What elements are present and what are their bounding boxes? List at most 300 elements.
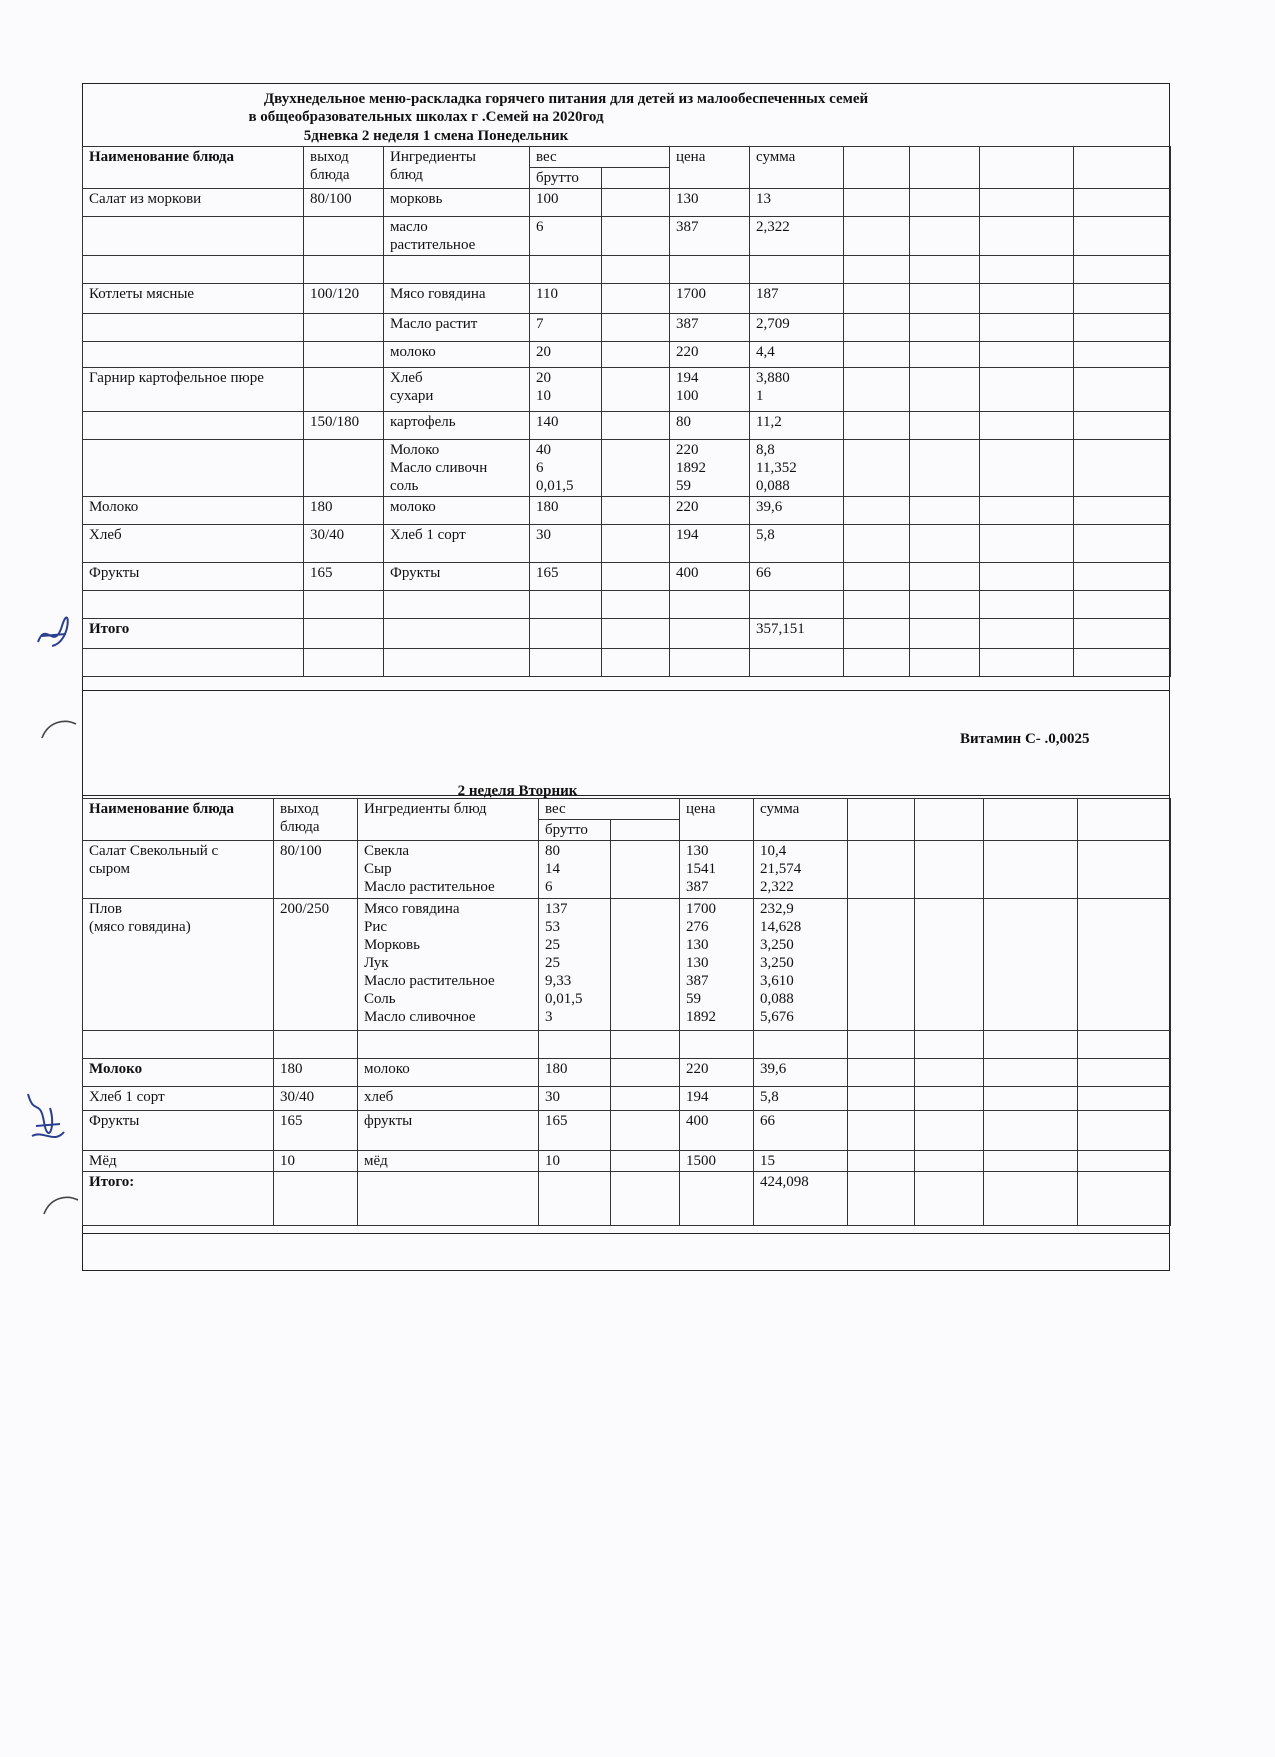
table-cell: 110	[530, 284, 602, 314]
table-cell	[602, 563, 670, 591]
table-cell	[910, 440, 980, 497]
table-cell	[1074, 189, 1171, 217]
table-cell	[1074, 284, 1171, 314]
table-cell	[602, 412, 670, 440]
table-cell	[915, 899, 984, 1031]
table-cell	[848, 1111, 915, 1151]
table-cell	[844, 440, 910, 497]
table-row	[83, 649, 1171, 677]
table-cell: 80/100	[304, 189, 384, 217]
table-cell: Салат из моркови	[83, 189, 304, 217]
table-cell	[1074, 619, 1171, 649]
table-cell: Фрукты	[384, 563, 530, 591]
table-cell: молоко	[384, 342, 530, 368]
table-cell	[910, 189, 980, 217]
table-cell: Салат Свекольный с сыром	[83, 841, 274, 899]
table-cell: морковь	[384, 189, 530, 217]
table-cell	[980, 497, 1074, 525]
table-cell: 5,8	[750, 525, 844, 563]
table-cell: 220 1892 59	[670, 440, 750, 497]
table-cell	[304, 342, 384, 368]
table-cell	[611, 1111, 680, 1151]
table-cell	[83, 1031, 274, 1059]
table-cell	[910, 591, 980, 619]
table-row	[83, 217, 1171, 256]
table-cell: 232,9 14,628 3,250 3,250 3,610 0,088 5,676	[754, 899, 848, 1031]
table-cell	[750, 256, 844, 284]
table-cell	[602, 649, 670, 677]
table-cell	[1074, 525, 1171, 563]
table-row	[83, 342, 1171, 368]
table-cell	[984, 1059, 1078, 1087]
table-cell	[1074, 649, 1171, 677]
table-cell	[844, 497, 910, 525]
table-cell: 165	[304, 563, 384, 591]
table-cell	[848, 1151, 915, 1172]
table-cell	[848, 1172, 915, 1226]
table-row	[83, 1111, 1171, 1151]
table-cell	[304, 368, 384, 412]
column-header: сумма	[750, 147, 844, 189]
table-cell	[1074, 497, 1171, 525]
table-cell	[984, 1172, 1078, 1226]
table-cell	[915, 1087, 984, 1111]
table-cell: 180	[539, 1059, 611, 1087]
table-cell	[530, 591, 602, 619]
table-cell	[980, 314, 1074, 342]
table-cell: 80	[670, 412, 750, 440]
table-cell: 180	[274, 1059, 358, 1087]
column-header	[848, 799, 915, 841]
table-cell	[980, 649, 1074, 677]
table-cell	[304, 256, 384, 284]
table-cell	[670, 256, 750, 284]
table-cell	[915, 1031, 984, 1059]
table-cell	[304, 591, 384, 619]
table-cell	[844, 591, 910, 619]
table-cell	[984, 1151, 1078, 1172]
table-cell	[304, 440, 384, 497]
table-cell: 15	[754, 1151, 848, 1172]
table-cell: Котлеты мясные	[83, 284, 304, 314]
table-cell: 66	[750, 563, 844, 591]
table-cell	[602, 314, 670, 342]
table-cell	[1074, 256, 1171, 284]
table-cell	[910, 525, 980, 563]
table-cell	[1074, 368, 1171, 412]
table-cell	[680, 1031, 754, 1059]
column-header	[984, 799, 1078, 841]
table-cell: 40 6 0,01,5	[530, 440, 602, 497]
table-cell	[1074, 563, 1171, 591]
table-cell	[83, 256, 304, 284]
table-cell	[915, 1151, 984, 1172]
table-cell	[980, 189, 1074, 217]
table-cell: Хлеб 1 сорт	[83, 1087, 274, 1111]
table-cell	[1074, 217, 1171, 256]
table-cell: 30/40	[304, 525, 384, 563]
column-header: цена	[670, 147, 750, 189]
column-header: вес	[530, 147, 670, 168]
table-cell: Молоко Масло сливочн соль	[384, 440, 530, 497]
table-cell: 137 53 25 25 9,33 0,01,5 3	[539, 899, 611, 1031]
table-cell	[602, 497, 670, 525]
table-cell: 220	[670, 497, 750, 525]
table-cell	[304, 314, 384, 342]
table-cell	[980, 563, 1074, 591]
column-subheader: брутто	[539, 820, 611, 841]
table-cell	[304, 649, 384, 677]
table-cell	[844, 314, 910, 342]
table-cell	[980, 217, 1074, 256]
table-cell	[384, 619, 530, 649]
table-cell	[358, 1172, 539, 1226]
table-cell	[844, 563, 910, 591]
table-cell	[1078, 1111, 1171, 1151]
table-cell	[844, 649, 910, 677]
table-cell	[670, 649, 750, 677]
table-cell	[611, 1151, 680, 1172]
table-cell	[274, 1031, 358, 1059]
column-header	[1074, 147, 1171, 189]
vitamin-note: Витамин С- .0,0025	[960, 731, 1090, 747]
table-cell: молоко	[358, 1059, 539, 1087]
table-cell	[83, 217, 304, 256]
table-cell: 80 14 6	[539, 841, 611, 899]
table-cell: 80/100	[274, 841, 358, 899]
table-cell	[602, 342, 670, 368]
column-header	[980, 147, 1074, 189]
table-cell: 39,6	[754, 1059, 848, 1087]
table-cell	[984, 1111, 1078, 1151]
table-cell: 66	[754, 1111, 848, 1151]
table-cell	[602, 284, 670, 314]
table-cell	[539, 1172, 611, 1226]
table-cell	[844, 368, 910, 412]
table-cell: 30	[530, 525, 602, 563]
table-cell	[910, 314, 980, 342]
column-header: выход блюда	[304, 147, 384, 189]
table-cell	[844, 189, 910, 217]
table-cell	[984, 899, 1078, 1031]
table-row	[83, 899, 1171, 1031]
column-header: выход блюда	[274, 799, 358, 841]
table-cell	[844, 342, 910, 368]
table-cell	[980, 591, 1074, 619]
table-cell	[611, 1172, 680, 1226]
table-cell	[304, 217, 384, 256]
table-cell	[602, 591, 670, 619]
table-cell	[910, 619, 980, 649]
table-cell: 150/180	[304, 412, 384, 440]
table-cell: 8,8 11,352 0,088	[750, 440, 844, 497]
table-cell	[980, 619, 1074, 649]
column-header: цена	[680, 799, 754, 841]
table-cell	[910, 412, 980, 440]
table-cell: 1700 276 130 130 387 59 1892	[680, 899, 754, 1031]
table-cell	[980, 342, 1074, 368]
column-subheader-empty	[611, 820, 680, 841]
table-cell: Мясо говядина Рис Морковь Лук Масло растительное Соль Масло сливочное	[358, 899, 539, 1031]
table-cell: 200/250	[274, 899, 358, 1031]
table-cell: 30/40	[274, 1087, 358, 1111]
table-cell	[680, 1172, 754, 1226]
table-cell: Хлеб сухари	[384, 368, 530, 412]
table-cell	[1078, 899, 1171, 1031]
bottom-band	[82, 1233, 1170, 1271]
table-cell: масло растительное	[384, 217, 530, 256]
table-cell: 180	[530, 497, 602, 525]
table-cell	[384, 591, 530, 619]
table-cell	[910, 563, 980, 591]
table-cell: 39,6	[750, 497, 844, 525]
table-cell	[304, 619, 384, 649]
pen-scribble-1	[32, 612, 76, 656]
column-subheader-empty	[602, 168, 670, 189]
table-cell: 194 100	[670, 368, 750, 412]
table-cell: 220	[680, 1059, 754, 1087]
table-cell: картофель	[384, 412, 530, 440]
table-cell: Мёд	[83, 1151, 274, 1172]
table-cell	[1078, 1031, 1171, 1059]
table-cell	[1078, 1087, 1171, 1111]
table-cell	[611, 841, 680, 899]
table-cell	[384, 649, 530, 677]
table-cell: 140	[530, 412, 602, 440]
column-header: Ингредиенты блюд	[384, 147, 530, 189]
table-cell	[984, 841, 1078, 899]
table-row	[83, 440, 1171, 497]
day2-header: 2 неделя Вторник	[457, 783, 578, 799]
table-cell: 13	[750, 189, 844, 217]
table-cell: Хлеб 1 сорт	[384, 525, 530, 563]
table-cell	[1078, 1059, 1171, 1087]
table-cell: 100	[530, 189, 602, 217]
table-cell: 220	[670, 342, 750, 368]
table-cell: 10	[274, 1151, 358, 1172]
table-cell: 180	[304, 497, 384, 525]
table-cell	[980, 284, 1074, 314]
table-cell	[1074, 440, 1171, 497]
table-cell: 387	[670, 217, 750, 256]
table-cell	[980, 412, 1074, 440]
table-cell	[602, 619, 670, 649]
table-cell: 194	[670, 525, 750, 563]
header-row	[83, 147, 1171, 168]
table-cell	[844, 525, 910, 563]
table-row	[83, 284, 1171, 314]
table-cell: 20	[530, 342, 602, 368]
table-cell	[848, 1031, 915, 1059]
table-row	[83, 1151, 1171, 1172]
table-cell	[980, 256, 1074, 284]
table-cell	[611, 1031, 680, 1059]
table-cell: 165	[539, 1111, 611, 1151]
table-row	[83, 368, 1171, 412]
table-row	[83, 619, 1171, 649]
table-cell	[602, 368, 670, 412]
table-row	[83, 591, 1171, 619]
table-cell: 10	[539, 1151, 611, 1172]
table-cell: 2,322	[750, 217, 844, 256]
table-cell	[984, 1087, 1078, 1111]
table-cell	[844, 284, 910, 314]
table-cell	[1074, 314, 1171, 342]
header-subtitle: в общеобразовательных школах г .Семей на 2020год	[248, 109, 604, 125]
table-cell	[910, 649, 980, 677]
table-cell	[670, 591, 750, 619]
table-cell	[750, 649, 844, 677]
table-cell	[611, 1059, 680, 1087]
table-cell	[1074, 342, 1171, 368]
table-cell	[844, 619, 910, 649]
table-cell	[384, 256, 530, 284]
menu-table-monday	[82, 146, 1171, 677]
table-cell	[915, 1111, 984, 1151]
table-cell: Мясо говядина	[384, 284, 530, 314]
table-cell: 10,4 21,574 2,322	[754, 841, 848, 899]
table-cell	[844, 256, 910, 284]
table-row	[83, 256, 1171, 284]
table-cell: 400	[680, 1111, 754, 1151]
table-row	[83, 1059, 1171, 1087]
column-header	[915, 799, 984, 841]
table-cell: 11,2	[750, 412, 844, 440]
table-row	[83, 497, 1171, 525]
table-cell	[83, 314, 304, 342]
header-day: 5дневка 2 неделя 1 смена Понедельник	[303, 128, 569, 144]
column-header: сумма	[754, 799, 848, 841]
table-row	[83, 314, 1171, 342]
table-cell: 387	[670, 314, 750, 342]
table-cell: 7	[530, 314, 602, 342]
table-cell: 20 10	[530, 368, 602, 412]
menu-header	[82, 91, 1170, 151]
table-cell	[910, 497, 980, 525]
table-cell	[1078, 841, 1171, 899]
table-cell: 400	[670, 563, 750, 591]
table-cell	[358, 1031, 539, 1059]
table-cell: 130	[670, 189, 750, 217]
table-cell: Молоко	[83, 497, 304, 525]
table-cell: хлеб	[358, 1087, 539, 1111]
column-header: Наименование блюда	[83, 147, 304, 189]
table-cell: молоко	[384, 497, 530, 525]
table-cell	[750, 591, 844, 619]
table-cell	[670, 619, 750, 649]
column-header: Наименование блюда	[83, 799, 274, 841]
table-cell	[980, 525, 1074, 563]
table-cell	[910, 342, 980, 368]
table-cell: 130 1541 387	[680, 841, 754, 899]
column-header	[910, 147, 980, 189]
table-row	[83, 1087, 1171, 1111]
header-row	[83, 799, 1171, 820]
table-cell	[910, 284, 980, 314]
table-cell	[848, 841, 915, 899]
table-cell: Свекла Сыр Масло растительное	[358, 841, 539, 899]
table-cell	[1074, 591, 1171, 619]
table-cell: Гарнир картофельное пюре	[83, 368, 304, 412]
column-header	[844, 147, 910, 189]
table-cell	[83, 649, 304, 677]
table-cell	[602, 440, 670, 497]
table-cell	[602, 217, 670, 256]
header-title: Двухнедельное меню-раскладка горячего питания для детей из малообеспеченных семей	[263, 91, 869, 107]
table-cell	[984, 1031, 1078, 1059]
table-cell: 187	[750, 284, 844, 314]
pen-scribble-2	[20, 1086, 70, 1152]
table-cell	[844, 217, 910, 256]
table-cell: 424,098	[754, 1172, 848, 1226]
table-cell	[1074, 412, 1171, 440]
column-header	[1078, 799, 1171, 841]
table-row	[83, 525, 1171, 563]
table-cell	[602, 525, 670, 563]
table-row	[83, 1172, 1171, 1226]
table-cell: 357,151	[750, 619, 844, 649]
table-row	[83, 563, 1171, 591]
table-cell	[611, 899, 680, 1031]
table-cell: Молоко	[83, 1059, 274, 1087]
table-cell	[1078, 1172, 1171, 1226]
table-row	[83, 412, 1171, 440]
table-cell	[602, 189, 670, 217]
table-cell: 4,4	[750, 342, 844, 368]
table-row	[83, 841, 1171, 899]
table-cell	[980, 440, 1074, 497]
table-cell	[539, 1031, 611, 1059]
table-cell: Хлеб	[83, 525, 304, 563]
column-header: вес	[539, 799, 680, 820]
table-cell	[83, 440, 304, 497]
table-cell	[754, 1031, 848, 1059]
table-cell	[530, 619, 602, 649]
table-cell: 100/120	[304, 284, 384, 314]
table-cell: 1500	[680, 1151, 754, 1172]
table-cell	[602, 256, 670, 284]
table-cell	[530, 256, 602, 284]
table-cell	[83, 412, 304, 440]
table-cell	[274, 1172, 358, 1226]
table-cell	[980, 368, 1074, 412]
table-cell: 6	[530, 217, 602, 256]
table-cell: Плов (мясо говядина)	[83, 899, 274, 1031]
table-cell	[848, 899, 915, 1031]
table-cell: 194	[680, 1087, 754, 1111]
table-row	[83, 1031, 1171, 1059]
table-cell: 165	[274, 1111, 358, 1151]
table-cell: 5,8	[754, 1087, 848, 1111]
table-cell: 1700	[670, 284, 750, 314]
table-cell: Итого	[83, 619, 304, 649]
table-cell	[848, 1087, 915, 1111]
column-subheader: брутто	[530, 168, 602, 189]
menu-table-tuesday	[82, 798, 1171, 1226]
table-cell	[910, 368, 980, 412]
table-cell: фрукты	[358, 1111, 539, 1151]
table-cell	[1078, 1151, 1171, 1172]
table-cell	[915, 1172, 984, 1226]
column-header: Ингредиенты блюд	[358, 799, 539, 841]
table-cell: Фрукты	[83, 1111, 274, 1151]
table-cell: 165	[530, 563, 602, 591]
table-cell	[848, 1059, 915, 1087]
table-cell	[915, 841, 984, 899]
table-cell: мёд	[358, 1151, 539, 1172]
table-cell: 3,880 1	[750, 368, 844, 412]
pen-arc-2	[40, 1192, 80, 1216]
